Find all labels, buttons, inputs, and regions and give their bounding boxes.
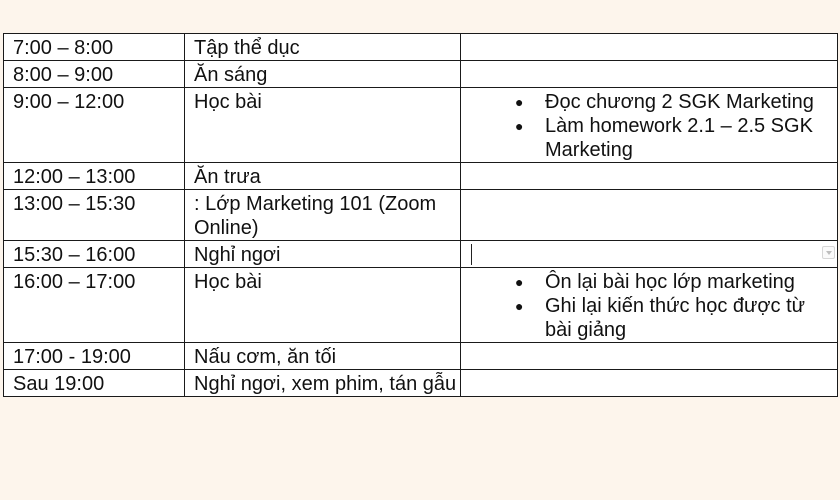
bullet-list bbox=[470, 270, 837, 342]
time-cell[interactable]: 15:30 – 16:00 bbox=[4, 241, 185, 268]
activity-cell[interactable]: Ăn trưa bbox=[185, 163, 461, 190]
table-row bbox=[4, 34, 838, 61]
notes-cell-active[interactable] bbox=[461, 241, 838, 268]
time-cell[interactable]: 16:00 – 17:00 bbox=[4, 268, 185, 343]
notes-cell[interactable] bbox=[461, 34, 838, 61]
table-row bbox=[4, 61, 838, 88]
bullet-list bbox=[470, 90, 837, 162]
text-cursor bbox=[471, 244, 472, 265]
list-item bbox=[515, 114, 837, 162]
activity-cell[interactable]: Học bài bbox=[185, 88, 461, 163]
table-row bbox=[4, 163, 838, 190]
notes-cell[interactable] bbox=[461, 268, 838, 343]
activity-cell[interactable]: Nấu cơm, ăn tối bbox=[185, 343, 461, 370]
activity-cell[interactable]: : Lớp Marketing 101 (Zoom Online) bbox=[185, 190, 461, 241]
notes-cell[interactable] bbox=[461, 163, 838, 190]
list-item bbox=[515, 270, 837, 294]
schedule-table bbox=[3, 33, 838, 397]
table-row bbox=[4, 190, 838, 241]
cell-menu-chevron-icon[interactable] bbox=[822, 246, 835, 259]
list-item bbox=[515, 294, 837, 342]
table-row bbox=[4, 370, 838, 397]
table-row bbox=[4, 88, 838, 163]
time-cell[interactable]: 13:00 – 15:30 bbox=[4, 190, 185, 241]
time-cell[interactable]: 9:00 – 12:00 bbox=[4, 88, 185, 163]
list-item-text: Ôn lại bài học lớp marketing bbox=[545, 271, 795, 293]
activity-cell[interactable]: Nghỉ ngơi bbox=[185, 241, 461, 268]
time-cell[interactable]: 8:00 – 9:00 bbox=[4, 61, 185, 88]
table-row bbox=[4, 241, 838, 268]
time-cell[interactable]: 17:00 - 19:00 bbox=[4, 343, 185, 370]
activity-cell[interactable]: Ăn sáng bbox=[185, 61, 461, 88]
list-item-text: Đọc chương 2 SGK Marketing bbox=[545, 91, 814, 113]
table-row bbox=[4, 343, 838, 370]
time-cell[interactable]: 12:00 – 13:00 bbox=[4, 163, 185, 190]
notes-cell[interactable] bbox=[461, 61, 838, 88]
bullet-icon: ● bbox=[515, 118, 524, 134]
time-cell[interactable]: 7:00 – 8:00 bbox=[4, 34, 185, 61]
list-item-text: Ghi lại kiến thức học được từ bài giảng bbox=[545, 295, 806, 341]
notes-cell[interactable] bbox=[461, 190, 838, 241]
list-item-text: Làm homework 2.1 – 2.5 SGK Marketing bbox=[545, 115, 813, 161]
activity-cell[interactable]: Học bài bbox=[185, 268, 461, 343]
notes-cell[interactable] bbox=[461, 370, 838, 397]
bullet-icon: ● bbox=[515, 274, 524, 290]
list-item bbox=[515, 90, 837, 114]
activity-cell[interactable]: Nghỉ ngơi, xem phim, tán gẫu bbox=[185, 370, 461, 397]
table-row bbox=[4, 268, 838, 343]
bullet-icon: ● bbox=[515, 298, 524, 314]
time-cell[interactable]: Sau 19:00 bbox=[4, 370, 185, 397]
activity-cell[interactable]: Tập thể dục bbox=[185, 34, 461, 61]
bullet-icon: ● bbox=[515, 94, 524, 110]
notes-cell[interactable] bbox=[461, 88, 838, 163]
notes-cell[interactable] bbox=[461, 343, 838, 370]
